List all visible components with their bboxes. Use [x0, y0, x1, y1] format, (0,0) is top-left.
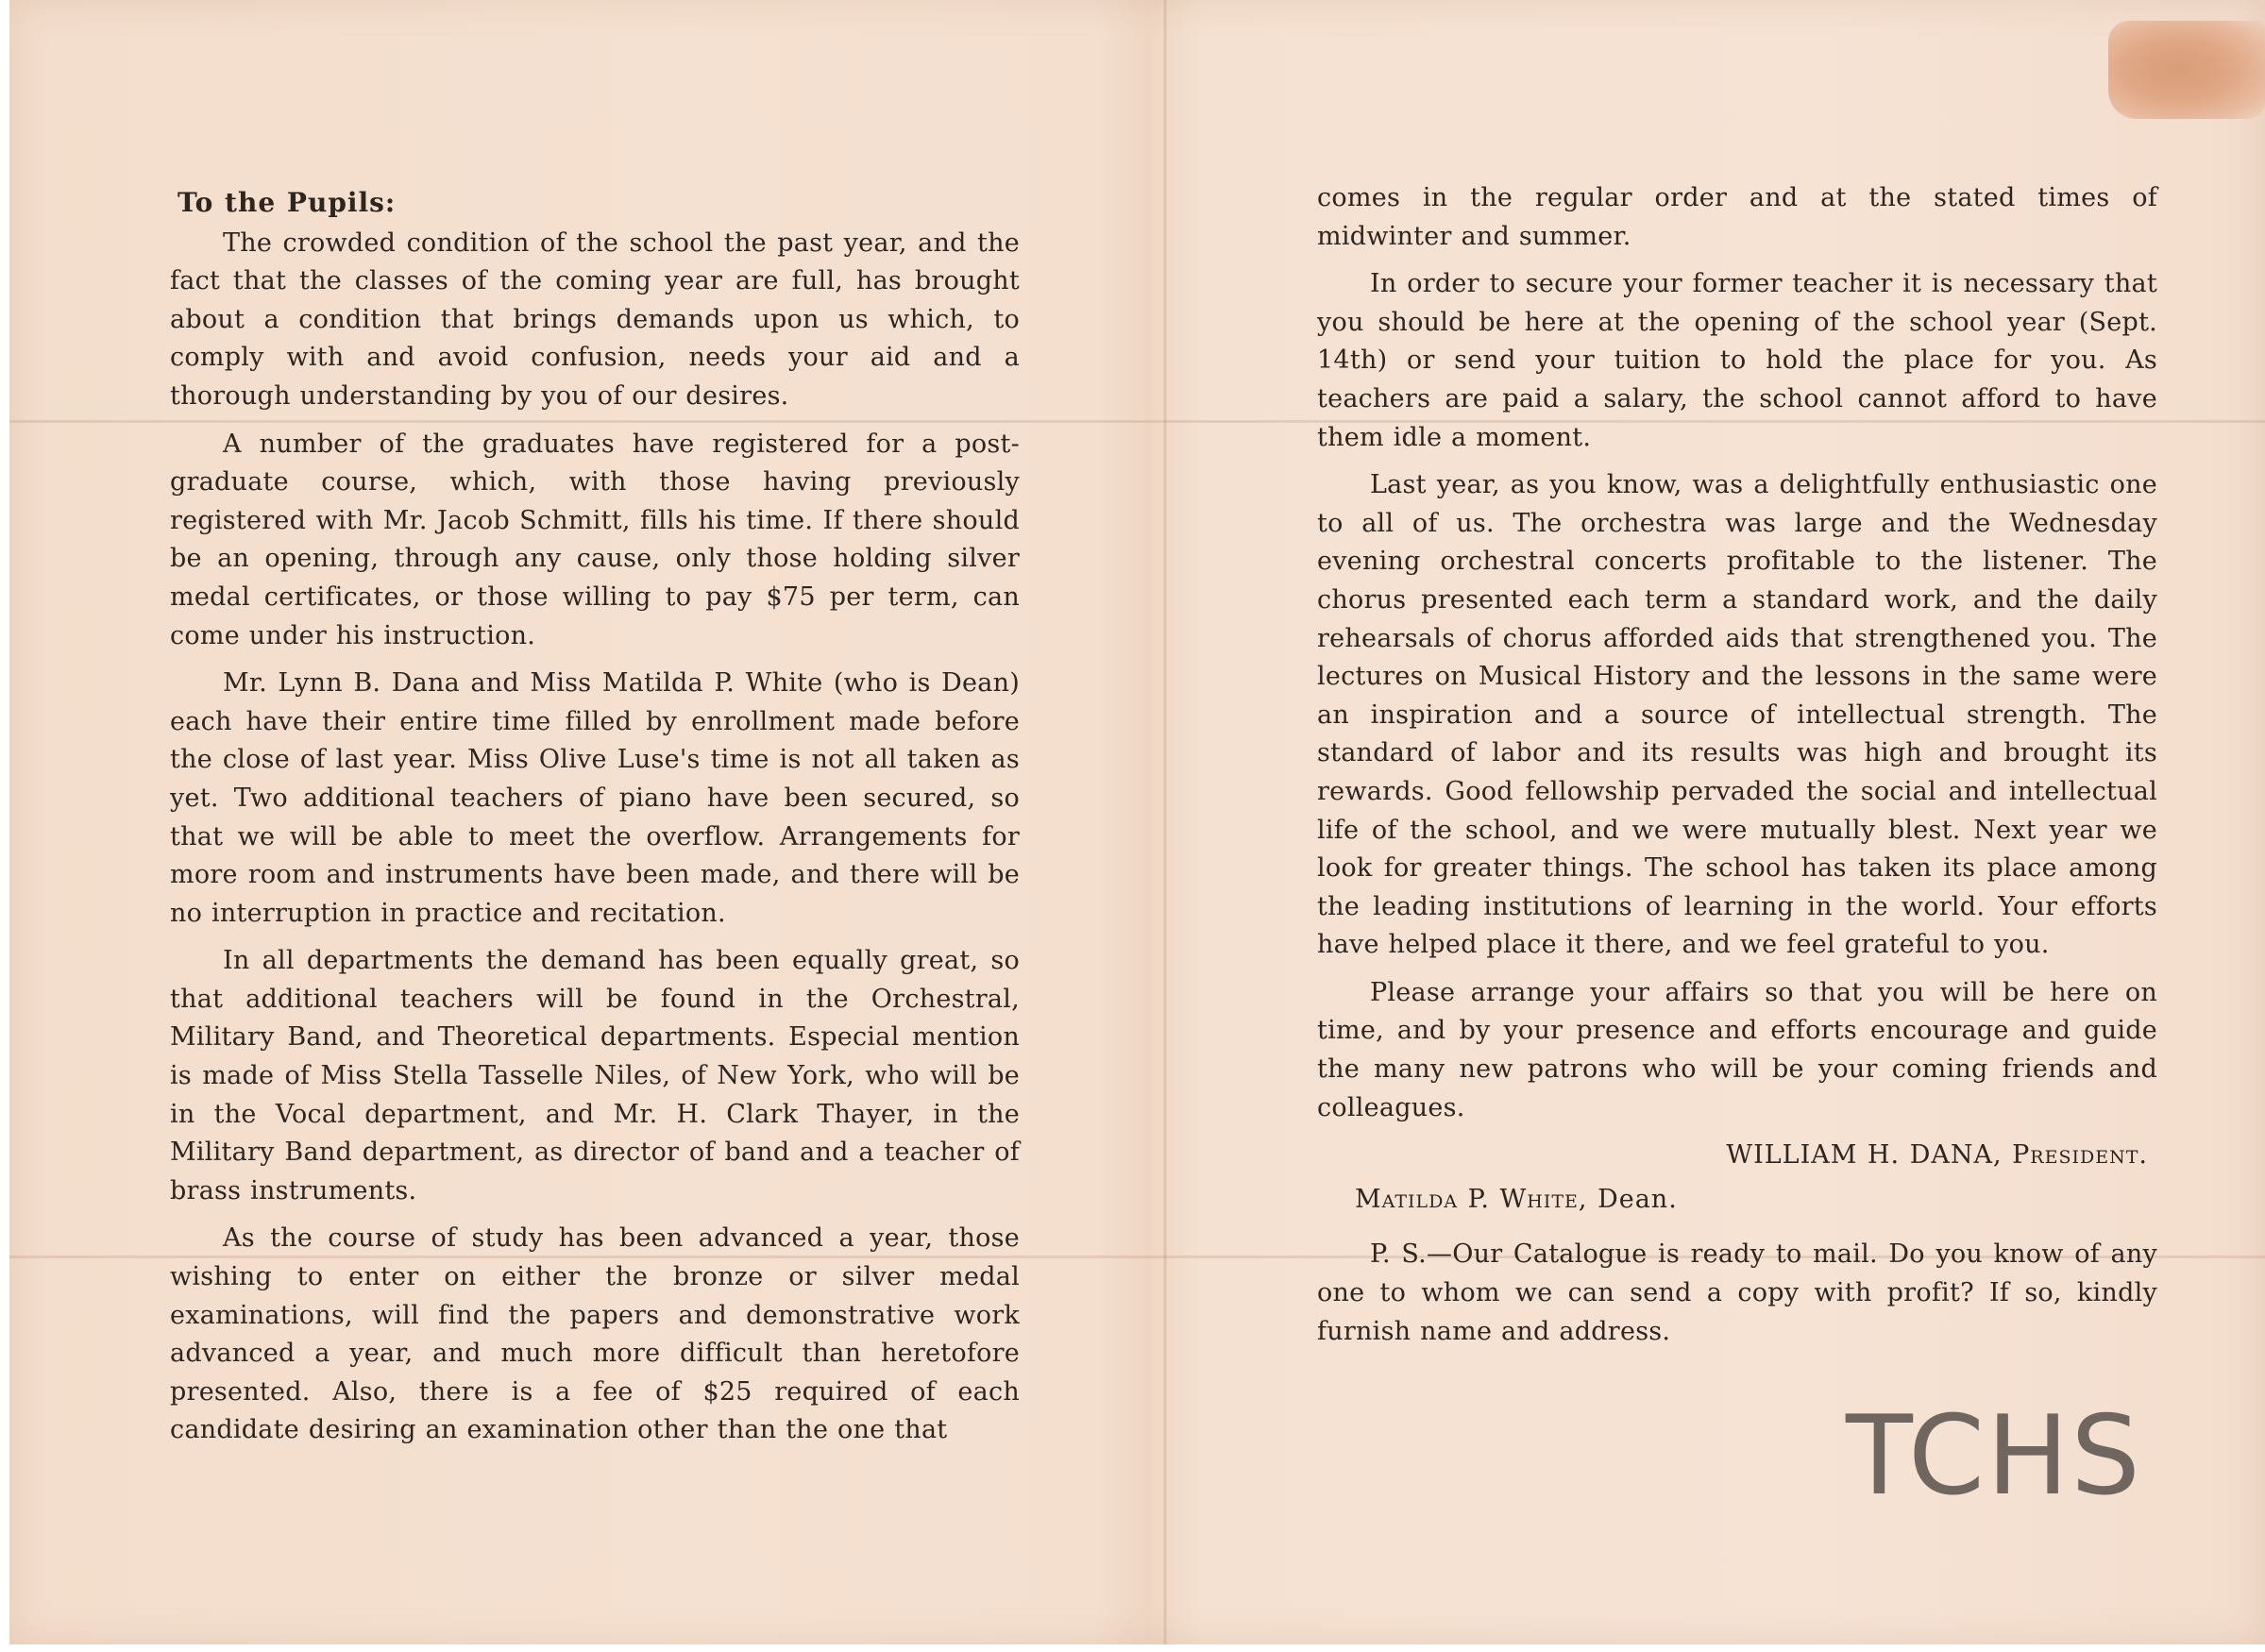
- paragraph-arrange-affairs: Please arrange your affairs so that you will be here on time, and by your presence and efforts encourage and guide the many new patrons who will be your coming friends and colleagues.: [1317, 977, 2157, 1122]
- paragraph-continuation: comes in the regular order and at the stated times of midwinter and summer.: [1317, 183, 2157, 251]
- paragraph-course-of-study: As the course of study has been advanced a year, those wishing to enter on either the bronze or silver medal examinations, will find the papers and demonstrative work advanced a year, and much more difficult than heretofore presented. Also, there is a fee of $25 required of each candidate desiring an examination other than the one that: [170, 1223, 1020, 1445]
- left-column: [170, 184, 1020, 1459]
- signature-president: [1317, 1137, 2157, 1175]
- postscript: P. S.—Our Catalogue is ready to mail. Do you know of any one to whom we can send a copy with profit? If so, kindly furnish name and address.: [1317, 1239, 2157, 1346]
- paragraph-crowded-condition: The crowded condition of the school the past year, and the fact that the classes of the coming year are full, has brought about a condition that brings demands upon us which, to comply with and avoid confusion, needs your aid and a thorough understanding by you of our desires.: [170, 228, 1020, 411]
- paper-stain: [2108, 21, 2265, 119]
- letter-sheet: [9, 0, 2265, 1644]
- dean-name: Matilda P. White,: [1355, 1184, 1588, 1214]
- paragraph-last-year: Last year, as you know, was a delightfully enthusiastic one to all of us. The orchestra was large and the Wednesday evening orchestral concerts profitable to the listener. The chorus presented each term a standard work, and the daily rehearsals of chorus afforded aids that strengthened you. The lectures on Musical History and the lessons in the same were an inspiration and a source of intellectual strength. The standard of labor and its results was high and brought its rewards. Good fellowship pervaded the social and intellectual life of the school, and we were mutually blest. Next year we look for greater things. The school has taken its place among the leading institutions of learning in the world. Your efforts have helped place it there, and we feel grateful to you.: [1317, 470, 2157, 960]
- dean-title: Dean.: [1597, 1184, 1678, 1214]
- signature-dean: [1355, 1181, 2157, 1220]
- paragraph-post-graduate: A number of the graduates have registered for a post-graduate course, which, with those having previously registered with Mr. Jacob Schmitt, fills his time. If there should be an opening, through any cause, only those holding silver medal certificates, or those willing to pay $75 per term, can come under his instruction.: [170, 429, 1020, 650]
- fold-crease-center: [1163, 0, 1167, 1644]
- signature-title: President.: [2012, 1140, 2148, 1171]
- paragraph-teachers-enrollment: Mr. Lynn B. Dana and Miss Matilda P. White (who is Dean) each have their entire time filled by enrollment made before the close of last year. Miss Olive Luse's time is not all taken as yet. Two additional teachers of piano have been secured, so that we will be able to meet the overflow. Arrangements for more room and instruments have been made, and there will be no interruption in practice and recitation.: [170, 668, 1020, 928]
- paragraph-additional-teachers: In all departments the demand has been equally great, so that additional teachers will be found in the Orchestral, Military Band, and Theoretical departments. Especial mention is made of Miss Stella Tasselle Niles, of New York, who will be in the Vocal department, and Mr. H. Clark Thayer, in the Military Band department, as director of band and a teacher of brass instruments.: [170, 946, 1020, 1205]
- tchs-watermark: TCHS: [1846, 1392, 2142, 1520]
- paragraph-former-teacher: In order to secure your former teacher it is necessary that you should be here at the opening of the school year (Sept. 14th) or send your tuition to hold the place for you. As teachers are paid a salary, the school cannot afford to have them idle a moment.: [1317, 269, 2157, 452]
- letter-salutation: To the Pupils:: [177, 187, 397, 218]
- signature-name: WILLIAM H. DANA,: [1726, 1140, 2003, 1171]
- right-column: [1317, 179, 2157, 1360]
